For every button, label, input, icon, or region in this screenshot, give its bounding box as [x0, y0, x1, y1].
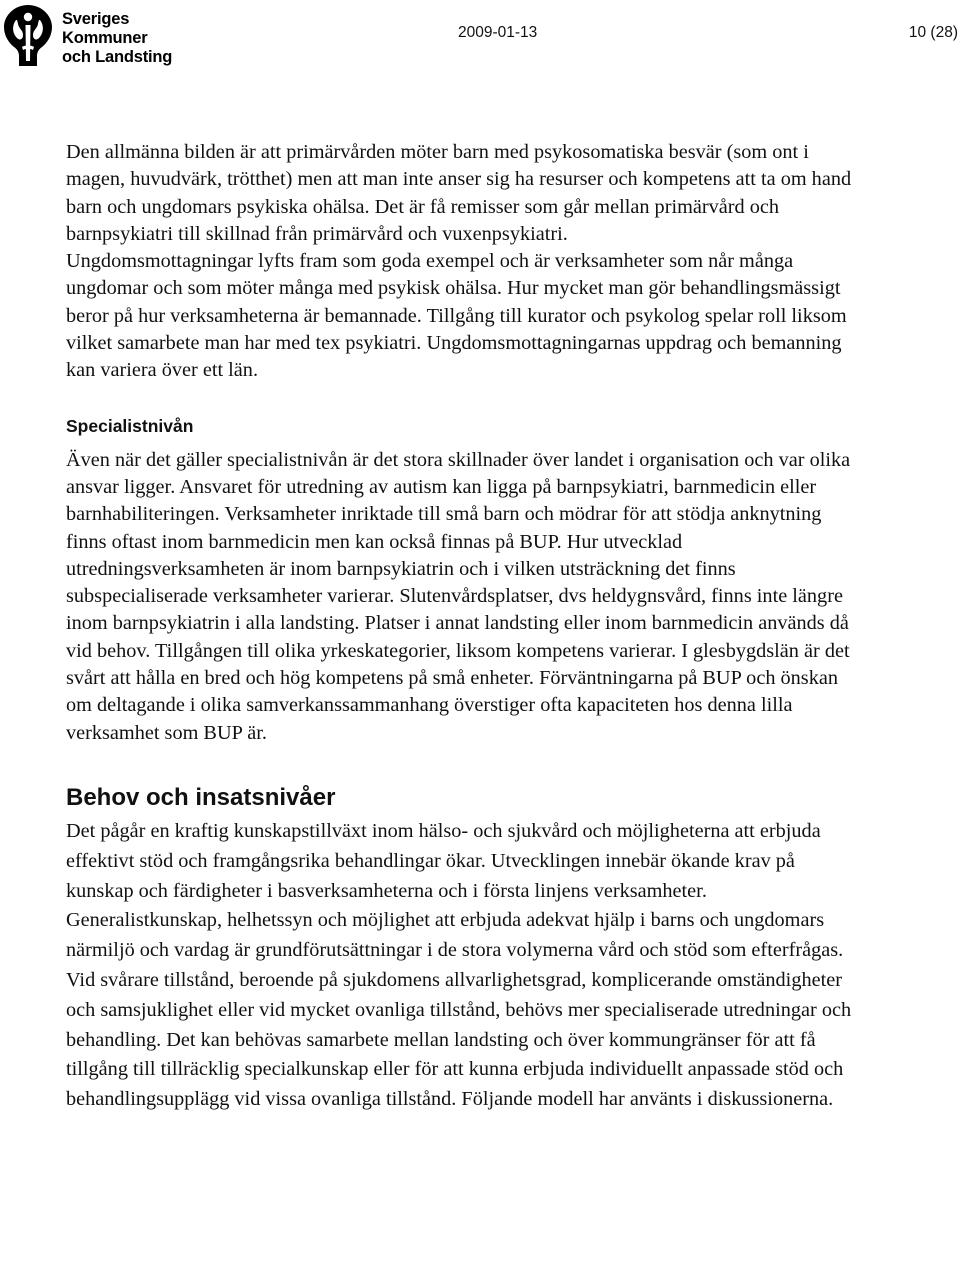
- intro-paragraph: Den allmänna bilden är att primärvården möter barn med psykosomatiska besvär (som ont i magen, huvudvärk, trötthet) men att man inte anser sig ha resurser och kompetens att ta om hand barn och ungdomars psykiska ohälsa. Det är få remisser som går mellan primärvård och barnpsykiatri till skillnad från primärvård och vuxenpsykiatri.: [66, 141, 852, 245]
- specialist-level-heading: Specialistnivån: [66, 415, 194, 436]
- page-number: 10 (28): [908, 24, 958, 41]
- needs-and-levels-paragraph: Det pågår en kraftig kunskapstillväxt inom hälso- och sjukvård och möjligheterna att erbjuda effektivt stöd och framgångsrika behandlingar ökar. Utvecklingen innebär ökande krav på kunskap och färdigheter i basverksamheterna och i första linjens verksamheter. Generalistkunskap, helhetssyn och möjlighet att erbjuda adekvat hjälp i barns och ungdomars närmiljö och vardag är grundförutsättningar i de stora volymerna vård och stöd som efterfrågas. Vid svårare tillstånd, beroende på sjukdomens allvarlighetsgrad, komplicerande omständigheter och samsjuklighet eller vid mycket ovanliga tillstånd, behövs mer specialiserade utredningar och behandling. Det kan behövas samarbete mellan landsting och över kommungränser för att få tillgång till tillräcklig specialkunskap eller för att kunna erbjuda individuellt anpassade stöd och behandlingsupplägg vid vissa ovanliga tillstånd. Följande modell har använts i diskussionerna.: [66, 819, 852, 1111]
- page-header: [0, 0, 960, 80]
- document-date: 2009-01-13: [458, 24, 538, 41]
- specialist-level-paragraph: Även när det gäller specialistnivån är det stora skillnader över landet i organisation och var olika ansvar ligger. Ansvaret för utredning av autism kan ligga på barnpsykiatri, barnmedicin eller barnhabiliteringen. Verksamheter inriktade till små barn och mödrar för att stödja anknytning finns oftast inom barnmedicin men kan också finnas på BUP. Hur utvecklad utredningsverksamheten är inom barnpsykiatrin och i vilken utsträckning det finns subspecialiserade verksamheter varierar. Slutenvårdsplatser, dvs heldygnsvård, finns inte längre inom barnpsykiatrin i alla landsting. Platser i annat landsting eller inom barnmedicin används då vid behov. Tillgången till olika yrkeskategorier, liksom kompetens varierar. I glesbygdslän är det svårt att hålla en bred och hög kompetens på små enheter. Förväntningarna på BUP och önskan om deltagande i olika samverkanssammanhang överstiger ofta kapaciteten hos denna lilla verksamhet som BUP är.: [66, 448, 851, 744]
- document-body: [66, 139, 866, 1115]
- youth-clinic-paragraph: Ungdomsmottagningar lyfts fram som goda exempel och är verksamheter som når många ungdomar och som möter många med psykisk ohälsa. Hur mycket man gör behandlingsmässigt beror på hur verksamheterna är bemannade. Tillgång till kurator och psykolog spelar roll liksom vilket samarbete man har med tex psykiatri. Ungdomsmottagningarnas uppdrag och bemanning kan variera över ett län.: [66, 250, 847, 382]
- logo-wordmark: [62, 10, 172, 67]
- logo-line: och Landsting: [62, 48, 173, 66]
- skl-emblem-icon: [2, 3, 54, 69]
- logo-line: Sveriges: [62, 10, 130, 28]
- needs-and-levels-heading: Behov och insatsnivåer: [66, 783, 336, 811]
- skl-logo: [2, 3, 182, 69]
- logo-line: Kommuner: [62, 29, 148, 47]
